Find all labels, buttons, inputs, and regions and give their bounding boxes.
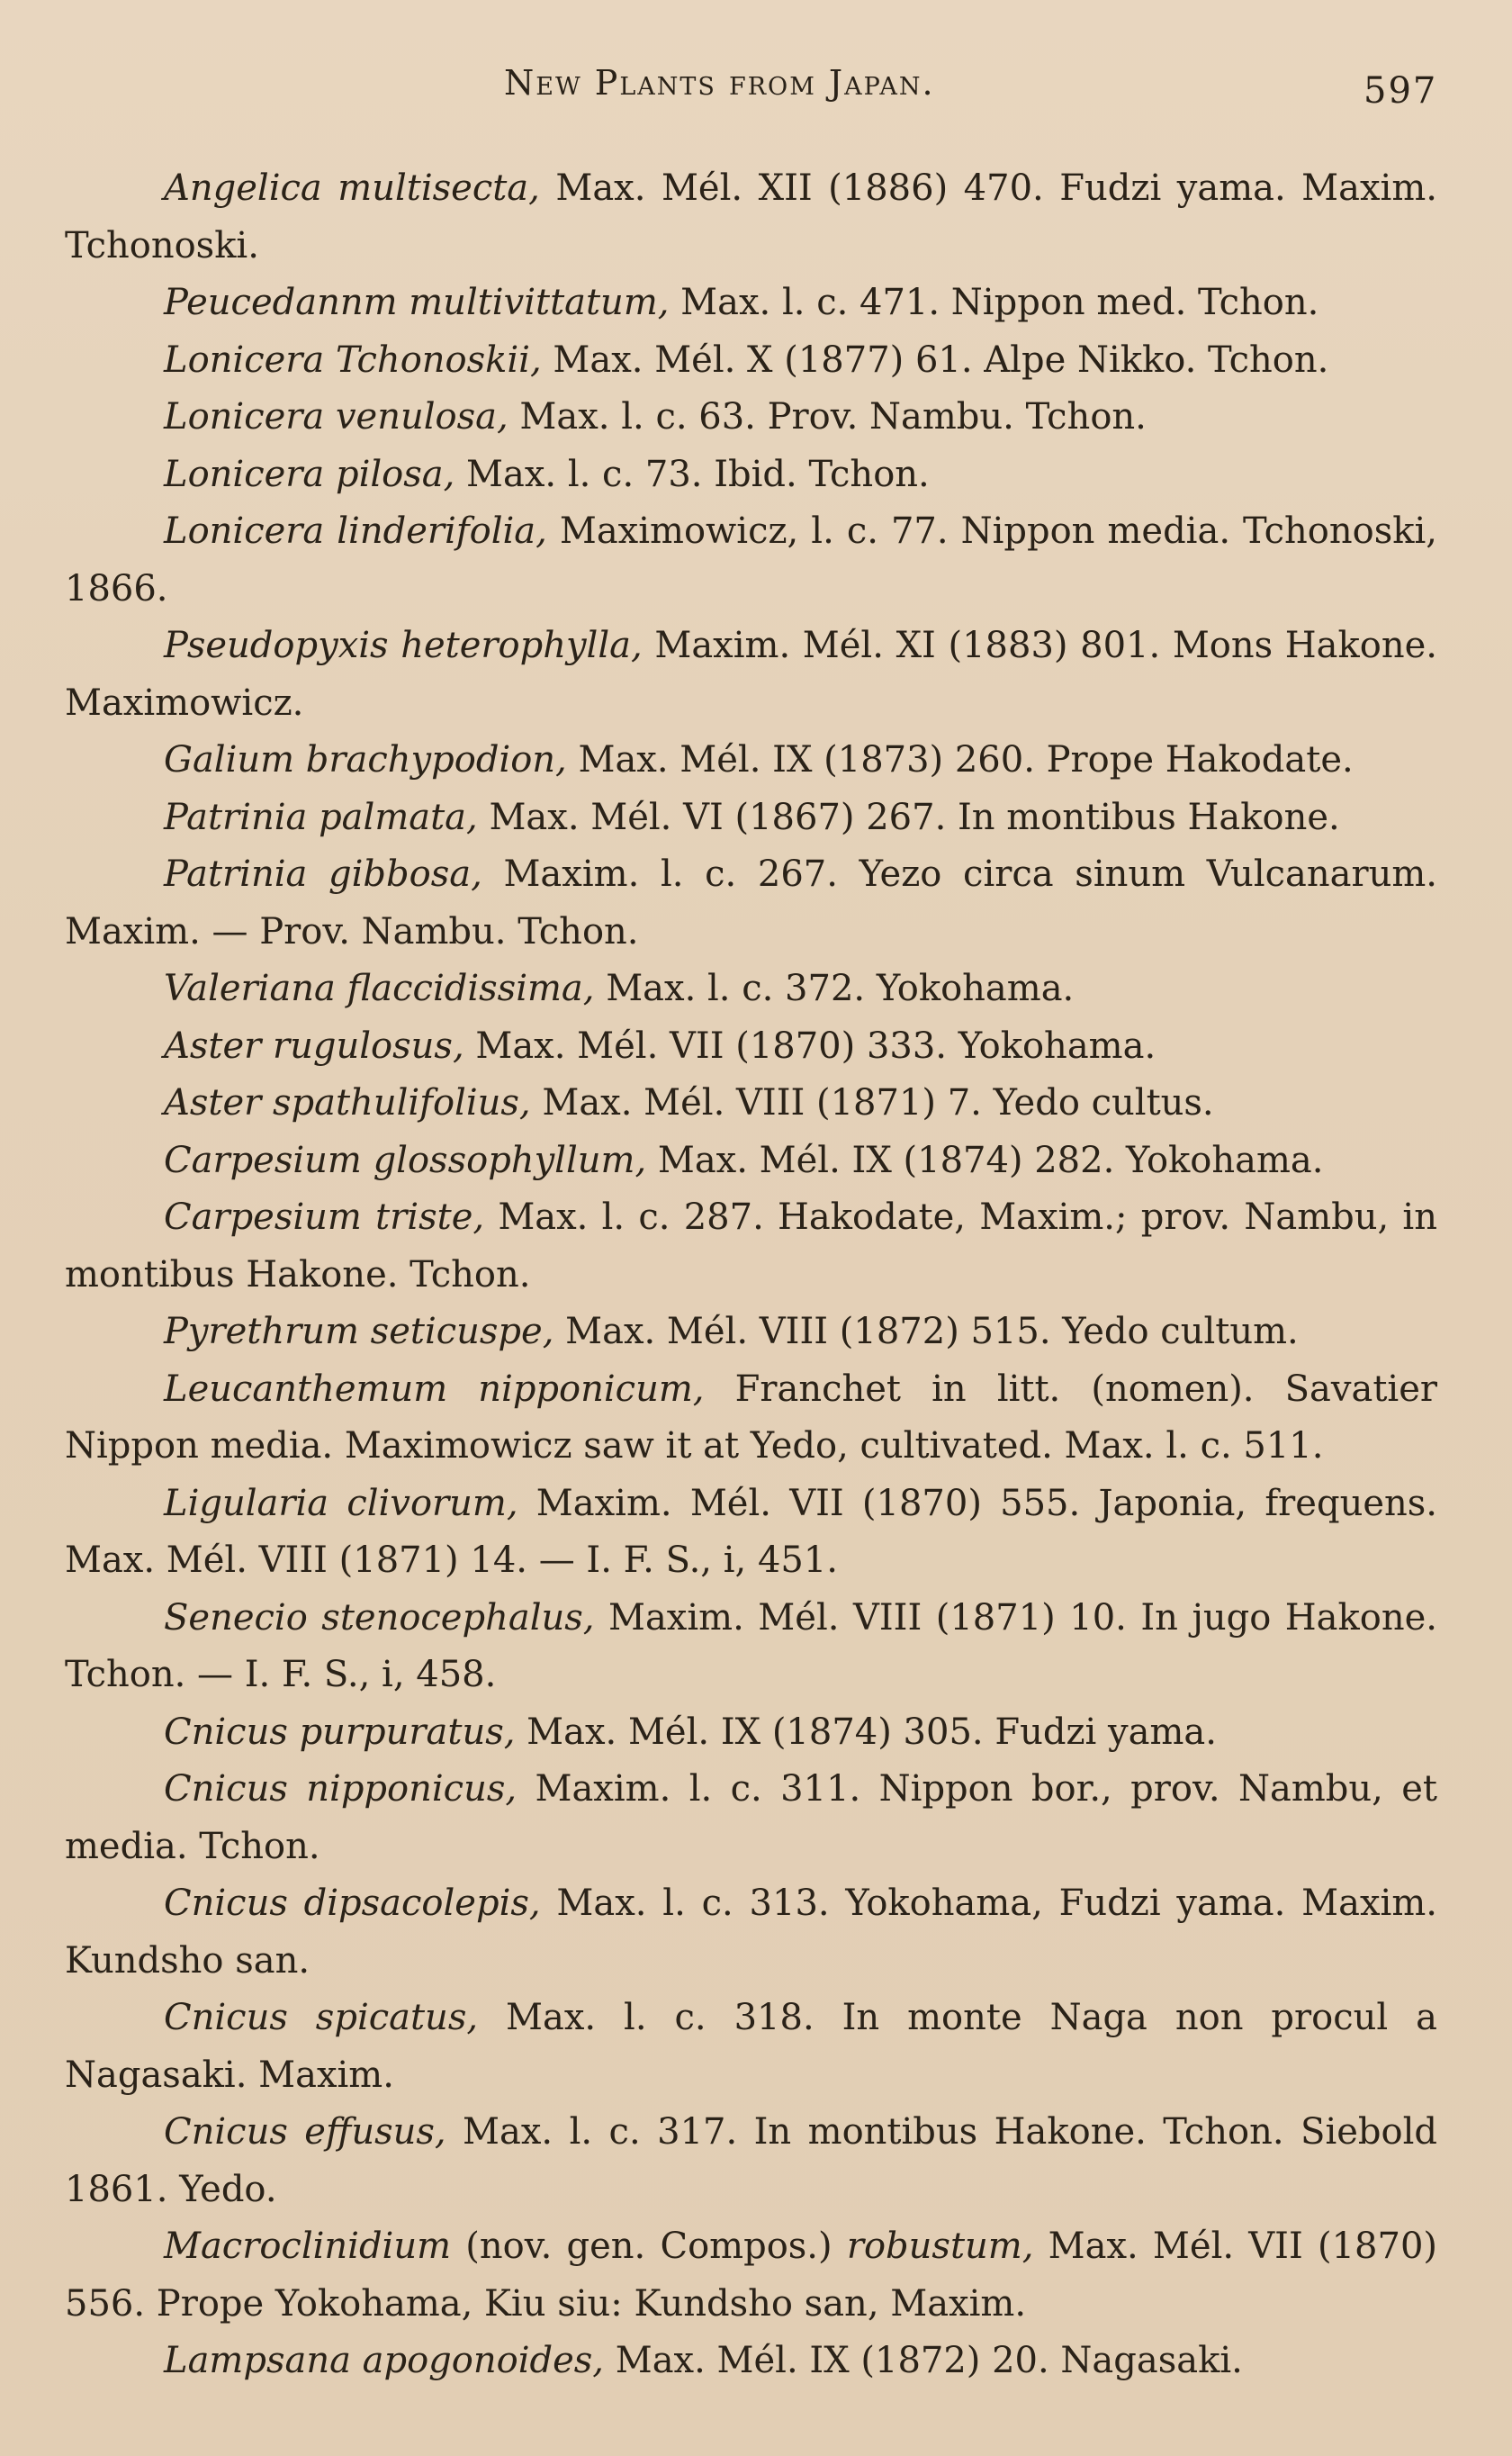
entry [65,1304,1437,1361]
entry-text: Maxim. Mél. XI (1883) 801. Mons Hakone. Maximowicz. [65,625,1438,724]
entry [65,1189,1437,1304]
entry-text: Maxim. Mél. VIII (1871) 10. In jugo Hakone. Tchon. — I. F. S., i, 458. [65,1596,1437,1695]
entry [65,1875,1437,1990]
species-name: Lonicera venulosa, [164,396,508,438]
entry [65,275,1437,332]
entry-text: (nov. gen. Compos.) [451,2226,847,2267]
species-name: Macroclinidium [164,2226,452,2267]
entry-text: Max. l. c. 287. Hakodate, Maxim.; prov. Nambu, in montibus Hakone. Tchon. [65,1196,1437,1296]
species-name: Carpesium glossophyllum, [164,1139,647,1181]
entry-text: Max. Mél. VII (1870) 556. Prope Yokohama, Kiu siu: Kundsho san, Maxim. [65,2226,1437,2325]
entry-text: Max. l. c. 313. Yokohama, Fudzi yama. Maxim. Kundsho san. [65,1883,1437,1982]
entry [65,1018,1437,1076]
entry [65,1133,1437,1190]
entry-text: Max. Mél. VII (1870) 333. Yokohama. [464,1025,1156,1067]
entry [65,2218,1437,2333]
entry [65,447,1437,504]
entry [65,1476,1437,1590]
species-name: Senecio stenocephalus, [164,1596,595,1639]
entry-text: Max. l. c. 73. Ibid. Tchon. [454,453,930,495]
species-name: robustum, [846,2226,1034,2267]
species-name: Lonicera Tchonoskii, [164,339,542,381]
entry [65,332,1437,390]
entry-text: Maxim. l. c. 311. Nippon bor., prov. Nambu, et media. Tchon. [65,1768,1437,1867]
entry [65,1704,1437,1762]
entry [65,1590,1437,1704]
species-name: Pseudopyxis heterophylla, [164,625,643,666]
species-name: Pyrethrum seticuspe, [164,1311,554,1352]
species-name: Patrinia gibbosa, [164,853,482,895]
species-name: Cnicus purpuratus, [164,1711,516,1753]
entry-text: Max. l. c. 471. Nippon med. Tchon. [669,282,1319,323]
page-number: 597 [1364,70,1438,112]
species-name: Aster spathulifolius, [164,1082,531,1124]
species-name: Lonicera pilosa, [164,453,455,495]
entry-text: Max. l. c. 317. In montibus Hakone. Tchon. Siebold 1861. Yedo. [65,2111,1437,2210]
species-name: Carpesium triste, [164,1196,485,1238]
entry-text: Max. Mél. IX (1872) 20. Nagasaki. [604,2340,1243,2381]
entry [65,846,1437,961]
entry [65,1361,1437,1476]
entry-text: Max. Mél. VI (1867) 267. In montibus Hakone. [477,796,1340,838]
page-header [0,63,1512,126]
species-name: Cnicus dipsacolepis, [164,1883,541,1924]
entry [65,2333,1437,2390]
species-name: Angelica multisecta, [164,167,540,209]
running-title: New Plants from Japan. [504,63,935,103]
species-name: Lonicera linderifolia, [164,510,547,552]
entry [65,961,1437,1018]
entry-text: Max. Mél. X (1877) 61. Alpe Nikko. Tchon. [541,339,1329,381]
entry [65,732,1437,790]
species-name: Cnicus nipponicus, [164,1768,518,1810]
entry-text: Max. l. c. 372. Yokohama. [594,968,1075,1009]
entry [65,389,1437,447]
species-name: Ligularia clivorum, [164,1482,518,1524]
species-name: Cnicus spicatus, [164,1997,479,2038]
species-name: Aster rugulosus, [164,1025,464,1067]
species-name: Peucedannm multivittatum, [164,282,670,323]
entry [65,1075,1437,1133]
species-name: Leucanthemum nipponicum, [164,1368,705,1410]
entry-text: Max. l. c. 63. Prov. Nambu. Tchon. [508,396,1147,438]
entry-text: Maxim. l. c. 267. Yezo circa sinum Vulcanarum. Maxim. — Prov. Nambu. Tchon. [65,853,1437,953]
entry-text: Maximowicz, l. c. 77. Nippon media. Tchonoski, 1866. [65,510,1437,609]
entry [65,160,1437,275]
text-body [65,160,1437,2390]
entry [65,790,1437,847]
entry-text: Franchet in litt. (nomen). Savatier Nippon media. Maximowicz saw it at Yedo, cultivated. Max. l. c. 511. [65,1368,1438,1467]
species-name: Valeriana flaccidissima, [164,968,595,1009]
entry-text: Maxim. Mél. VII (1870) 555. Japonia, frequens. Max. Mél. VIII (1871) 14. — I. F. S., i, 451. [65,1482,1437,1581]
entry-text: Max. Mél. IX (1874) 305. Fudzi yama. [515,1711,1217,1753]
species-name: Lampsana apogonoides, [164,2340,605,2381]
entry [65,618,1437,732]
species-name: Patrinia palmata, [164,796,478,838]
entry-text: Max. Mél. VIII (1872) 515. Yedo cultum. [554,1311,1299,1352]
species-name: Cnicus effusus, [164,2111,446,2153]
entry-text: Max. Mél. IX (1874) 282. Yokohama. [646,1139,1324,1181]
entry [65,1990,1437,2104]
entry-text: Max. Mél. XII (1886) 470. Fudzi yama. Maxim. Tchonoski. [65,167,1437,266]
entry [65,1761,1437,1875]
species-name: Galium brachypodion, [164,739,567,781]
entry-text: Max. Mél. IX (1873) 260. Prope Hakodate. [566,739,1354,781]
entry [65,2104,1437,2218]
entry [65,503,1437,618]
entry-text: Max. l. c. 318. In monte Naga non procul a Nagasaki. Maxim. [65,1997,1437,2096]
entry-text: Max. Mél. VIII (1871) 7. Yedo cultus. [530,1082,1214,1124]
